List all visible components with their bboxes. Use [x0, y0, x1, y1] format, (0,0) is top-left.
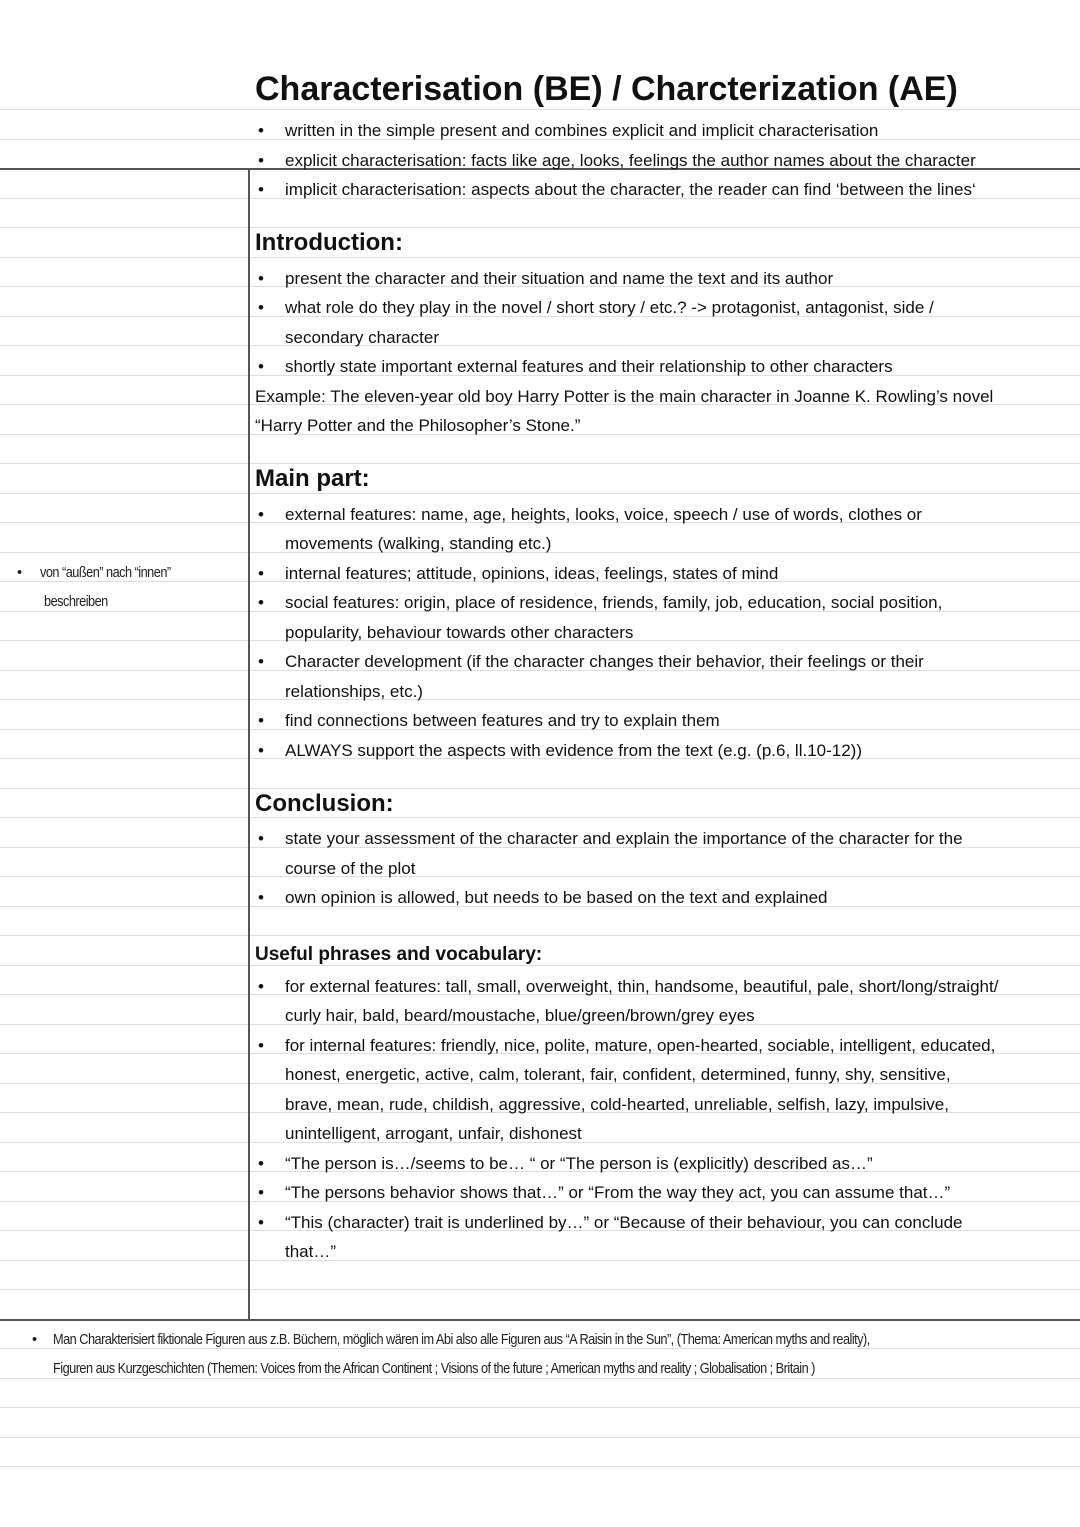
- main-row-bullet: [255, 729, 1075, 759]
- main-row-heading: [255, 463, 1075, 493]
- bullet-icon: •: [258, 1153, 264, 1173]
- main-row-text: “The person is…/seems to be… “ or “The person is (explicitly) described as…”: [285, 1153, 873, 1173]
- main-row-text: state your assessment of the character and explain the importance of the character for the: [285, 829, 963, 848]
- main-row-cont: [255, 522, 1075, 552]
- main-row-text: relationships, etc.): [285, 681, 423, 701]
- main-row-text: “This (character) trait is underlined by…” or “Because of their behaviour, you can conclude: [285, 1212, 963, 1232]
- main-row-text: shortly state important external features and their relationship to other characters: [285, 357, 893, 376]
- bullet-icon: •: [258, 268, 264, 288]
- main-row-bullet: [255, 109, 1075, 139]
- main-row-text: Introduction:: [255, 229, 403, 256]
- main-row-cont: [255, 316, 1075, 346]
- main-row-heading: [255, 788, 1075, 818]
- main-row-text: Example: The eleven-year old boy Harry Potter is the main character in Joanne K. Rowling’s novel: [255, 386, 994, 406]
- main-row-text: secondary character: [285, 327, 440, 347]
- margin-note-row-text: von “außen” nach “innen”: [40, 564, 171, 581]
- main-row-bullet: [255, 493, 1075, 523]
- main-row-bullet: [255, 139, 1075, 169]
- bullet-icon: •: [258, 711, 264, 730]
- rule-line: [0, 1407, 1080, 1408]
- main-row-text: Character development (if the character changes their behavior, their feelings or their: [285, 652, 924, 671]
- margin-note-row-bullet: [14, 552, 244, 582]
- main-row-cont: [255, 1053, 1075, 1083]
- main-row-blank: [255, 758, 1075, 788]
- main-row-text: find connections between features and try to explain them: [285, 711, 720, 730]
- margin-note: [14, 552, 244, 611]
- main-row-bullet: [255, 817, 1075, 847]
- main-row-cont: [255, 847, 1075, 877]
- main-row-bullet: [255, 581, 1075, 611]
- main-row-cont: [255, 611, 1075, 641]
- bullet-icon: •: [258, 888, 264, 907]
- main-row-text: present the character and their situation and name the text and its author: [285, 268, 834, 288]
- main-row-cont: [255, 670, 1075, 700]
- margin-line: [248, 168, 250, 1319]
- rule-line: [0, 1466, 1080, 1467]
- bullet-icon: •: [258, 504, 264, 524]
- footer-note: [29, 1319, 1079, 1378]
- margin-note-row-text: beschreiben: [44, 594, 108, 610]
- bullet-icon: •: [258, 180, 264, 199]
- main-row-bullet: [255, 876, 1075, 906]
- main-row-text: Conclusion:: [255, 789, 394, 817]
- bullet-icon: •: [258, 150, 264, 170]
- main-content: [255, 69, 1075, 1261]
- bullet-icon: •: [258, 829, 264, 848]
- main-row-subheading: [255, 935, 1075, 965]
- main-row-bullet: [255, 168, 1075, 198]
- main-row-bullet: [255, 1142, 1075, 1172]
- main-row-text: ALWAYS support the aspects with evidence from the text (e.g. (p.6, ll.10-12)): [285, 740, 863, 760]
- bullet-icon: •: [258, 357, 264, 376]
- margin-note-row-cont: [14, 581, 244, 611]
- main-row-bullet: [255, 640, 1075, 670]
- main-row-bullet: [255, 1024, 1075, 1054]
- rule-line: [0, 1437, 1080, 1438]
- main-row-text: “Harry Potter and the Philosopher’s Stone.”: [255, 416, 581, 435]
- main-row-text: written in the simple present and combines explicit and implicit characterisation: [285, 121, 879, 140]
- rule-line: [0, 1289, 1080, 1290]
- footer-note-row-text: Figuren aus Kurzgeschichten (Themen: Voices from the African Continent ; Visions of the future ; American myths and reality ; Globalisation ; Britain ): [53, 1361, 815, 1377]
- main-row-bullet: [255, 1201, 1075, 1231]
- main-row-blank: [255, 434, 1075, 464]
- main-row-text: movements (walking, standing etc.): [285, 534, 552, 553]
- main-row-blank: [255, 198, 1075, 228]
- main-row-text: Useful phrases and vocabulary:: [255, 944, 543, 965]
- main-row-title: [255, 69, 1075, 110]
- bullet-icon: •: [258, 593, 264, 612]
- rule-line: [0, 1260, 1080, 1261]
- bullet-icon: •: [32, 1331, 37, 1348]
- bullet-icon: •: [258, 976, 264, 996]
- main-row-cont: [255, 1083, 1075, 1113]
- main-row-text: that…”: [285, 1242, 337, 1261]
- main-row-text: what role do they play in the novel / short story / etc.? -> protagonist, antagonist, side /: [285, 298, 934, 317]
- bullet-icon: •: [258, 298, 264, 317]
- main-row-bullet: [255, 552, 1075, 582]
- main-row-text: unintelligent, arrogant, unfair, dishonest: [285, 1124, 582, 1143]
- main-row-cont: [255, 1112, 1075, 1142]
- main-row-bullet: [255, 257, 1075, 287]
- main-row-text: explicit characterisation: facts like age, looks, feelings the author names about the character: [285, 150, 976, 170]
- footer-note-row-text: Man Charakterisiert fiktionale Figuren aus z.B. Büchern, möglich wären im Abi also alle Figuren aus “A Raisin in the Sun”, (Thema: American myths and reality),: [53, 1331, 870, 1348]
- main-row-text: implicit characterisation: aspects about the character, the reader can find ‘between the lines‘: [285, 180, 976, 199]
- main-row-text: popularity, behaviour towards other characters: [285, 622, 634, 642]
- main-row-plain: [255, 404, 1075, 434]
- main-row-text: Main part:: [255, 465, 370, 492]
- bullet-icon: •: [258, 740, 264, 760]
- main-row-text: brave, mean, rude, childish, aggressive, cold-hearted, unreliable, selfish, lazy, impulsive,: [285, 1094, 949, 1114]
- main-row-text: for internal features: friendly, nice, polite, mature, open-hearted, sociable, intelligent, educated,: [285, 1035, 996, 1055]
- footer-note-row-cont: [29, 1348, 1079, 1378]
- bullet-icon: •: [258, 1183, 264, 1202]
- main-row-text: curly hair, bald, beard/moustache, blue/green/brown/grey eyes: [285, 1006, 755, 1025]
- bullet-icon: •: [258, 121, 264, 140]
- main-row-bullet: [255, 965, 1075, 995]
- main-row-text: internal features; attitude, opinions, ideas, feelings, states of mind: [285, 563, 779, 583]
- bullet-icon: •: [258, 563, 264, 583]
- main-row-bullet: [255, 345, 1075, 375]
- bullet-icon: •: [17, 564, 22, 581]
- main-row-heading: [255, 227, 1075, 257]
- bullet-icon: •: [258, 1035, 264, 1055]
- main-row-text: honest, energetic, active, calm, tolerant, fair, confident, determined, funny, shy, sensitive,: [285, 1065, 951, 1084]
- main-row-text: external features: name, age, heights, looks, voice, speech / use of words, clothes or: [285, 504, 922, 524]
- main-row-text: Characterisation (BE) / Charcterization (AE): [255, 69, 958, 108]
- main-row-bullet: [255, 699, 1075, 729]
- main-row-bullet: [255, 1171, 1075, 1201]
- main-row-bullet: [255, 286, 1075, 316]
- main-row-cont: [255, 994, 1075, 1024]
- main-row-plain: [255, 375, 1075, 405]
- bullet-icon: •: [258, 652, 264, 671]
- main-row-blank: [255, 906, 1075, 936]
- main-row-text: course of the plot: [285, 858, 416, 878]
- main-row-text: social features: origin, place of residence, friends, family, job, education, social position,: [285, 593, 943, 612]
- main-row-cont: [255, 1230, 1075, 1260]
- footer-note-row-bullet: [29, 1319, 1079, 1349]
- bullet-icon: •: [258, 1212, 264, 1232]
- main-row-text: own opinion is allowed, but needs to be based on the text and explained: [285, 888, 828, 907]
- main-row-text: for external features: tall, small, overweight, thin, handsome, beautiful, pale, short/long/straight/: [285, 976, 999, 996]
- main-row-text: “The persons behavior shows that…” or “From the way they act, you can assume that…”: [285, 1183, 951, 1202]
